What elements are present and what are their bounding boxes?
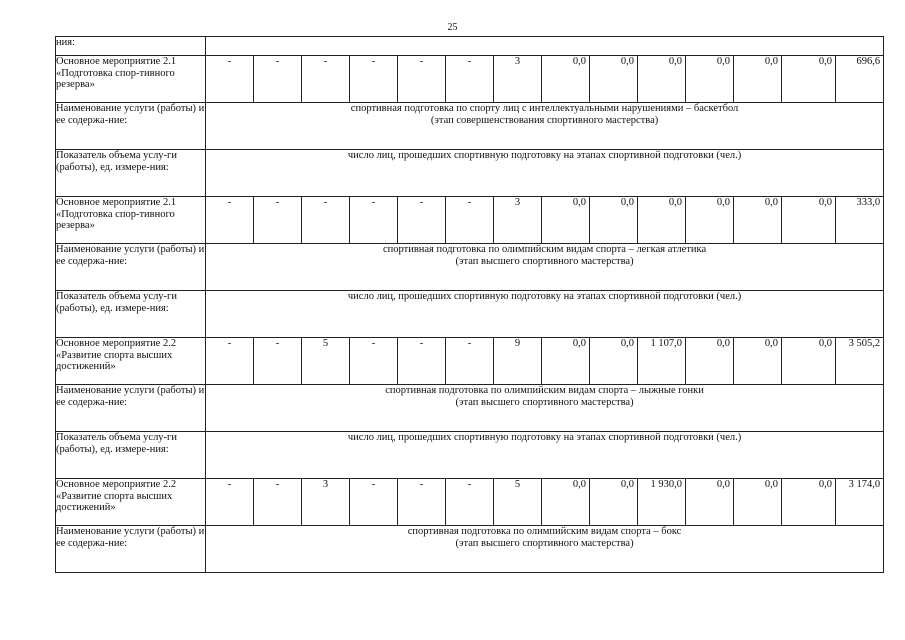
value-cell: 0,0 xyxy=(590,197,638,244)
value-cell: 1 107,0 xyxy=(638,338,686,385)
value-cell: 333,0 xyxy=(836,197,884,244)
value-cell: 0,0 xyxy=(590,338,638,385)
value-cell: 3 xyxy=(494,197,542,244)
value-cell: 0,0 xyxy=(638,56,686,103)
event-row xyxy=(56,338,884,385)
value-cell: 3 xyxy=(494,56,542,103)
value-cell: - xyxy=(206,56,254,103)
value-cell: 0,0 xyxy=(686,56,734,103)
value-cell: 0,0 xyxy=(686,479,734,526)
empty-cell xyxy=(206,37,884,56)
indicator-row xyxy=(56,432,884,479)
event-row xyxy=(56,197,884,244)
row-label: Наименование услуги (работы) и ее содержа-ние: xyxy=(56,526,206,573)
row-label: ния: xyxy=(56,37,206,56)
description-cell xyxy=(206,150,884,197)
description-line-1: спортивная подготовка по олимпийским видам спорта – бокс xyxy=(407,526,682,537)
services-table xyxy=(55,36,884,573)
event-row xyxy=(56,479,884,526)
value-cell: 696,6 xyxy=(836,56,884,103)
page-number: 25 xyxy=(447,22,458,33)
value-cell: - xyxy=(398,338,446,385)
description-cell xyxy=(206,103,884,150)
value-cell: 0,0 xyxy=(638,197,686,244)
service-row xyxy=(56,526,884,573)
value-cell: - xyxy=(350,56,398,103)
row-label: Показатель объема услу-ги (работы), ед. измере-ния: xyxy=(56,291,206,338)
description-line-2: (этап высшего спортивного мастерства) xyxy=(455,255,634,267)
description-line-2: (этап высшего спортивного мастерства) xyxy=(455,537,634,549)
row-label: Основное мероприятие 2.1 «Подготовка спор-тивного резерва» xyxy=(56,197,206,244)
description-line-2: (этап совершенствования спортивного мастерства) xyxy=(430,114,659,126)
value-cell: 3 174,0 xyxy=(836,479,884,526)
value-cell: 1 930,0 xyxy=(638,479,686,526)
row-label: Наименование услуги (работы) и ее содержа-ние: xyxy=(56,385,206,432)
service-row xyxy=(56,103,884,150)
value-cell: 0,0 xyxy=(782,479,836,526)
description-line-1: число лиц, прошедших спортивную подготовку на этапах спортивной подготовки (чел.) xyxy=(347,432,742,443)
value-cell: - xyxy=(254,338,302,385)
value-cell: 0,0 xyxy=(590,479,638,526)
service-row xyxy=(56,385,884,432)
value-cell: - xyxy=(254,56,302,103)
value-cell: - xyxy=(302,197,350,244)
value-cell: - xyxy=(398,197,446,244)
value-cell: 0,0 xyxy=(686,338,734,385)
description-line-2: (этап высшего спортивного мастерства) xyxy=(455,396,634,408)
value-cell: - xyxy=(206,479,254,526)
value-cell: - xyxy=(446,56,494,103)
description-cell xyxy=(206,244,884,291)
value-cell: 3 xyxy=(302,479,350,526)
value-cell: 0,0 xyxy=(542,56,590,103)
value-cell: 3 505,2 xyxy=(836,338,884,385)
value-cell: - xyxy=(350,338,398,385)
description-line-1: число лиц, прошедших спортивную подготовку на этапах спортивной подготовки (чел.) xyxy=(347,291,742,302)
value-cell: 0,0 xyxy=(734,479,782,526)
description-line-1: спортивная подготовка по олимпийским видам спорта – лыжные гонки xyxy=(385,385,704,396)
event-row xyxy=(56,56,884,103)
value-cell: 0,0 xyxy=(734,338,782,385)
description-cell xyxy=(206,526,884,573)
value-cell: - xyxy=(398,479,446,526)
row-label: Наименование услуги (работы) и ее содержа-ние: xyxy=(56,103,206,150)
value-cell: - xyxy=(206,197,254,244)
value-cell: 0,0 xyxy=(542,197,590,244)
row-label: Основное мероприятие 2.2 «Развитие спорта высших достижений» xyxy=(56,479,206,526)
description-line-1: спортивная подготовка по олимпийским видам спорта – легкая атлетика xyxy=(382,244,707,255)
value-cell: 5 xyxy=(494,479,542,526)
value-cell: 9 xyxy=(494,338,542,385)
row-label: Показатель объема услу-ги (работы), ед. измере-ния: xyxy=(56,432,206,479)
value-cell: 0,0 xyxy=(590,56,638,103)
service-row xyxy=(56,244,884,291)
value-cell: - xyxy=(398,56,446,103)
description-cell xyxy=(206,385,884,432)
value-cell: - xyxy=(446,338,494,385)
value-cell: 0,0 xyxy=(782,56,836,103)
value-cell: - xyxy=(254,479,302,526)
value-cell: 0,0 xyxy=(782,197,836,244)
row-label: Показатель объема услу-ги (работы), ед. измере-ния: xyxy=(56,150,206,197)
value-cell: 0,0 xyxy=(782,338,836,385)
description-line-1: спортивная подготовка по спорту лиц с интеллектуальными нарушениями – баскетбол xyxy=(350,103,739,114)
row-label: Основное мероприятие 2.2 «Развитие спорта высших достижений» xyxy=(56,338,206,385)
indicator-row xyxy=(56,150,884,197)
value-cell: - xyxy=(254,197,302,244)
value-cell: - xyxy=(350,197,398,244)
row-label: Основное мероприятие 2.1 «Подготовка спор-тивного резерва» xyxy=(56,56,206,103)
value-cell: - xyxy=(206,338,254,385)
value-cell: - xyxy=(302,56,350,103)
description-cell xyxy=(206,291,884,338)
value-cell: - xyxy=(446,197,494,244)
row-label: Наименование услуги (работы) и ее содержа-ние: xyxy=(56,244,206,291)
value-cell: - xyxy=(350,479,398,526)
description-cell xyxy=(206,432,884,479)
continuation-row xyxy=(56,37,884,56)
value-cell: - xyxy=(446,479,494,526)
value-cell: 5 xyxy=(302,338,350,385)
value-cell: 0,0 xyxy=(734,56,782,103)
indicator-row xyxy=(56,291,884,338)
value-cell: 0,0 xyxy=(734,197,782,244)
value-cell: 0,0 xyxy=(686,197,734,244)
value-cell: 0,0 xyxy=(542,338,590,385)
value-cell: 0,0 xyxy=(542,479,590,526)
description-line-1: число лиц, прошедших спортивную подготовку на этапах спортивной подготовки (чел.) xyxy=(347,150,742,161)
